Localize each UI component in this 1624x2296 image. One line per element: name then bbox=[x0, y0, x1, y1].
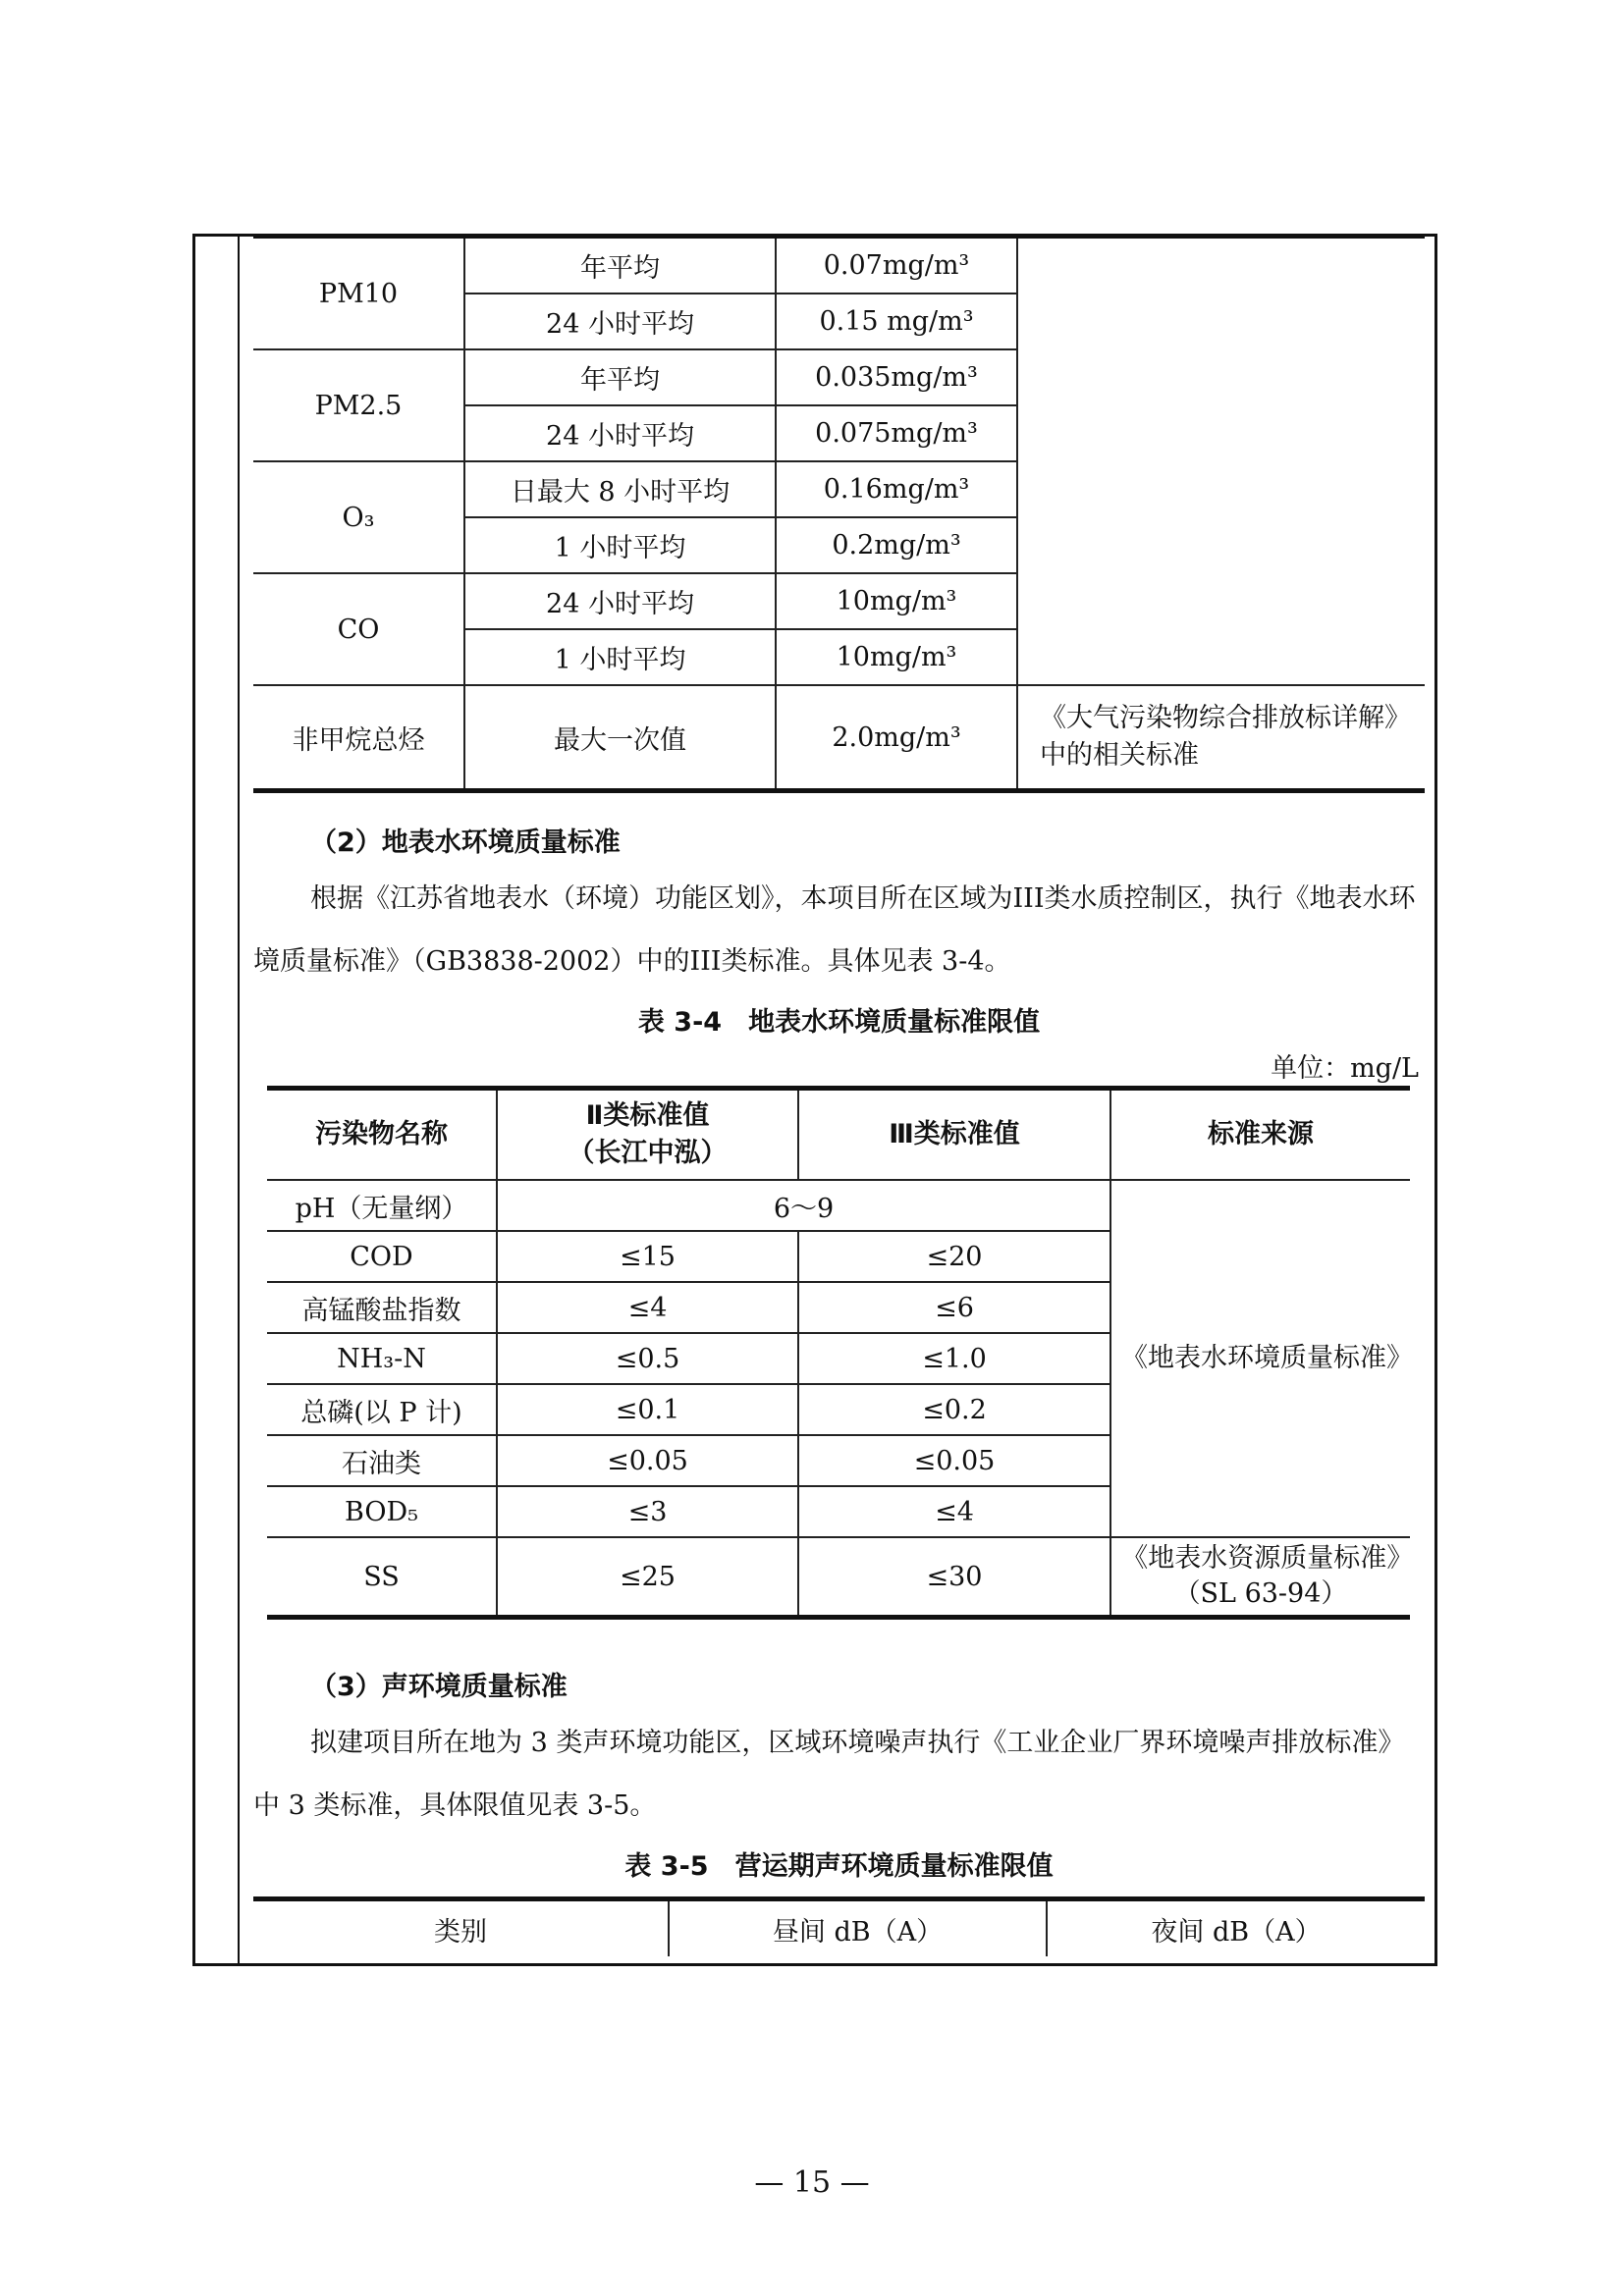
pollutant-name-cell: 高锰酸盐指数 bbox=[267, 1282, 497, 1333]
header-class3: Ⅲ类标准值 bbox=[798, 1089, 1110, 1181]
class2-cell: ≤4 bbox=[497, 1282, 798, 1333]
table-header-row bbox=[253, 1899, 1425, 1957]
header-category: 类别 bbox=[253, 1899, 669, 1957]
pollutant-cell: PM2.5 bbox=[253, 349, 464, 461]
header-daytime: 昼间 dB（A） bbox=[669, 1899, 1047, 1957]
class3-cell: ≤0.2 bbox=[798, 1384, 1110, 1435]
header-source: 标准来源 bbox=[1110, 1089, 1410, 1181]
section-paragraph-surface-water: 根据《江苏省地表水（环境）功能区划》，本项目所在区域为III类水质控制区，执行《地表水环境质量标准》（GB3838-2002）中的III类标准。具体见表 3-4。 bbox=[253, 883, 1416, 977]
ph-value-cell: 6～9 bbox=[497, 1180, 1110, 1231]
section-paragraph-noise: 拟建项目所在地为 3 类声环境功能区，区域环境噪声执行《工业企业厂界环境噪声排放标准》中 3 类标准，具体限值见表 3-5。 bbox=[253, 1728, 1405, 1821]
period-cell: 1 小时平均 bbox=[464, 629, 776, 685]
period-cell: 24 小时平均 bbox=[464, 405, 776, 461]
class3-cell: ≤1.0 bbox=[798, 1333, 1110, 1384]
class2-cell: ≤0.1 bbox=[497, 1384, 798, 1435]
source-cell: 《地表水环境质量标准》 bbox=[1110, 1180, 1410, 1537]
class2-cell: ≤3 bbox=[497, 1486, 798, 1537]
pollutant-name-cell: SS bbox=[267, 1537, 497, 1618]
class3-cell: ≤6 bbox=[798, 1282, 1110, 1333]
page-number: — 15 — bbox=[754, 2165, 870, 2200]
table-header-row bbox=[267, 1089, 1410, 1181]
period-cell: 日最大 8 小时平均 bbox=[464, 461, 776, 517]
period-cell: 1 小时平均 bbox=[464, 517, 776, 573]
class3-cell: ≤30 bbox=[798, 1537, 1110, 1618]
value-cell: 0.15 mg/m³ bbox=[776, 294, 1017, 349]
table-caption-3-4: 表 3-4 地表水环境质量标准限值 bbox=[637, 1007, 1041, 1038]
page-content bbox=[253, 234, 1425, 1956]
period-cell: 24 小时平均 bbox=[464, 573, 776, 629]
source-cell: 《大气污染物综合排放标详解》中的相关标准 bbox=[1017, 685, 1425, 791]
pollutant-name-cell: pH（无量纲） bbox=[267, 1180, 497, 1231]
period-cell: 年平均 bbox=[464, 237, 776, 294]
table-caption-3-5: 表 3-5 营运期声环境质量标准限值 bbox=[624, 1851, 1054, 1882]
pollutant-name-cell: NH₃-N bbox=[267, 1333, 497, 1384]
noise-table bbox=[253, 1896, 1425, 1956]
table-row bbox=[253, 685, 1425, 791]
period-cell: 24 小时平均 bbox=[464, 294, 776, 349]
frame-inner-rule bbox=[238, 234, 240, 1966]
header-pollutant-name: 污染物名称 bbox=[267, 1089, 497, 1181]
table-unit-label: 单位：mg/L bbox=[1271, 1053, 1419, 1084]
period-cell: 最大一次值 bbox=[464, 685, 776, 791]
section-heading-noise: （3）声环境质量标准 bbox=[310, 1672, 568, 1702]
header-class2 bbox=[497, 1089, 798, 1181]
value-cell: 2.0mg/m³ bbox=[776, 685, 1017, 791]
value-cell: 10mg/m³ bbox=[776, 573, 1017, 629]
value-cell: 0.16mg/m³ bbox=[776, 461, 1017, 517]
class2-cell: ≤25 bbox=[497, 1537, 798, 1618]
class2-cell: ≤0.5 bbox=[497, 1333, 798, 1384]
table-row bbox=[267, 1180, 1410, 1231]
pollutant-cell: CO bbox=[253, 573, 464, 685]
class3-cell: ≤20 bbox=[798, 1231, 1110, 1282]
table-row bbox=[253, 237, 1425, 294]
header-nighttime: 夜间 dB（A） bbox=[1047, 1899, 1425, 1957]
pollutant-name-cell: 总磷(以 P 计) bbox=[267, 1384, 497, 1435]
pollutant-name-cell: COD bbox=[267, 1231, 497, 1282]
header-class2-label: Ⅱ类标准值 bbox=[585, 1100, 710, 1131]
pollutant-cell: O₃ bbox=[253, 461, 464, 573]
value-cell: 10mg/m³ bbox=[776, 629, 1017, 685]
class2-cell: ≤15 bbox=[497, 1231, 798, 1282]
section-heading-surface-water: （2）地表水环境质量标准 bbox=[310, 828, 621, 858]
value-cell: 0.035mg/m³ bbox=[776, 349, 1017, 405]
value-cell: 0.07mg/m³ bbox=[776, 237, 1017, 294]
class2-cell: ≤0.05 bbox=[497, 1435, 798, 1486]
class3-cell: ≤0.05 bbox=[798, 1435, 1110, 1486]
value-cell: 0.2mg/m³ bbox=[776, 517, 1017, 573]
pollutant-cell: PM10 bbox=[253, 237, 464, 350]
period-cell: 年平均 bbox=[464, 349, 776, 405]
source-cell: 《地表水资源质量标准》（SL 63-94） bbox=[1110, 1537, 1410, 1618]
table-row bbox=[267, 1537, 1410, 1618]
pollutant-name-cell: BOD₅ bbox=[267, 1486, 497, 1537]
pollutant-name-cell: 石油类 bbox=[267, 1435, 497, 1486]
surface-water-table bbox=[267, 1086, 1413, 1620]
pollutant-cell: 非甲烷总烃 bbox=[253, 685, 464, 791]
value-cell: 0.075mg/m³ bbox=[776, 405, 1017, 461]
source-cell-empty bbox=[1017, 237, 1425, 686]
air-quality-table bbox=[253, 234, 1425, 793]
class3-cell: ≤4 bbox=[798, 1486, 1110, 1537]
header-class2-sub: （长江中泓） bbox=[568, 1138, 728, 1168]
